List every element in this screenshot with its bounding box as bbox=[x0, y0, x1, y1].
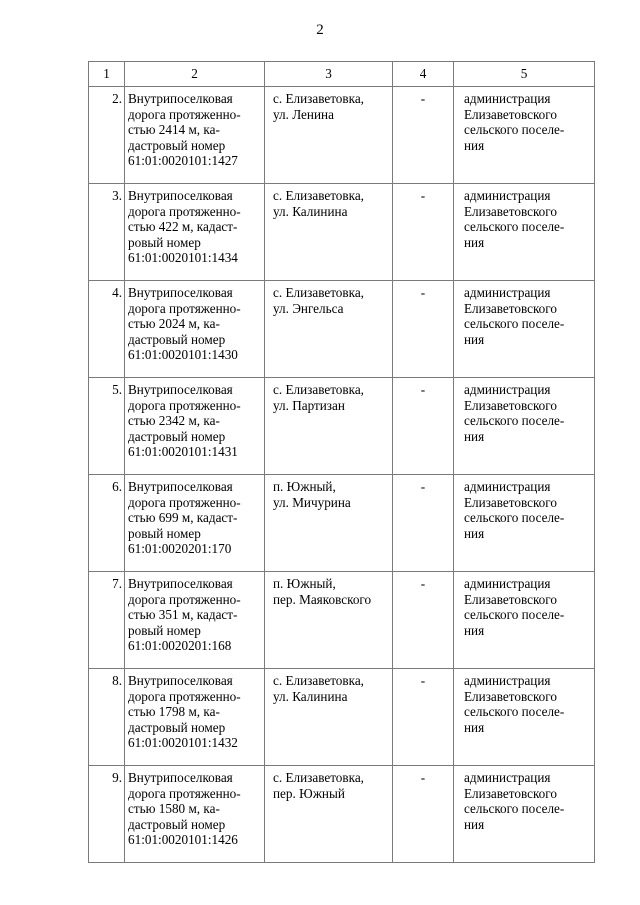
row-number: 3. bbox=[89, 184, 125, 281]
row-number: 6. bbox=[89, 475, 125, 572]
road-address: с. Елизаветовка, ул. Калинина bbox=[265, 669, 393, 766]
table-header-row bbox=[89, 62, 595, 87]
road-register-table bbox=[88, 61, 595, 863]
table-row bbox=[89, 184, 595, 281]
page-number: 2 bbox=[316, 22, 324, 38]
road-address: с. Елизаветовка, ул. Партизан bbox=[265, 378, 393, 475]
road-owner: администрация Елизаветовского сельского поселе- ния bbox=[454, 87, 595, 184]
road-address: с. Елизаветовка, ул. Калинина bbox=[265, 184, 393, 281]
road-owner: администрация Елизаветовского сельского поселе- ния bbox=[454, 184, 595, 281]
road-description: Внутрипоселковая дорога протяженно- стью 2342 м, ка- дастровый номер 61:01:0020101:1431 bbox=[125, 378, 265, 475]
table-row bbox=[89, 87, 595, 184]
column-header-4: 4 bbox=[393, 62, 454, 87]
road-description: Внутрипоселковая дорога протяженно- стью 2024 м, ка- дастровый номер 61:01:0020101:1430 bbox=[125, 281, 265, 378]
table-row bbox=[89, 281, 595, 378]
row-number: 5. bbox=[89, 378, 125, 475]
column-4-value: - bbox=[393, 87, 454, 184]
road-description: Внутрипоселковая дорога протяженно- стью 699 м, кадаст- ровый номер 61:01:0020201:170 bbox=[125, 475, 265, 572]
table-row bbox=[89, 669, 595, 766]
road-description: Внутрипоселковая дорога протяженно- стью 1798 м, ка- дастровый номер 61:01:0020101:1432 bbox=[125, 669, 265, 766]
column-header-1: 1 bbox=[89, 62, 125, 87]
column-header-5: 5 bbox=[454, 62, 595, 87]
row-number: 8. bbox=[89, 669, 125, 766]
road-owner: администрация Елизаветовского сельского поселе- ния bbox=[454, 669, 595, 766]
row-number: 9. bbox=[89, 766, 125, 863]
column-4-value: - bbox=[393, 378, 454, 475]
row-number: 4. bbox=[89, 281, 125, 378]
row-number: 7. bbox=[89, 572, 125, 669]
column-4-value: - bbox=[393, 572, 454, 669]
road-description: Внутрипоселковая дорога протяженно- стью 2414 м, ка- дастровый номер 61:01:0020101:1427 bbox=[125, 87, 265, 184]
table-row bbox=[89, 572, 595, 669]
road-owner: администрация Елизаветовского сельского поселе- ния bbox=[454, 475, 595, 572]
column-4-value: - bbox=[393, 184, 454, 281]
road-description: Внутрипоселковая дорога протяженно- стью 351 м, кадаст- ровый номер 61:01:0020201:168 bbox=[125, 572, 265, 669]
road-owner: администрация Елизаветовского сельского поселе- ния bbox=[454, 281, 595, 378]
road-address: с. Елизаветовка, ул. Энгельса bbox=[265, 281, 393, 378]
column-4-value: - bbox=[393, 766, 454, 863]
road-description: Внутрипоселковая дорога протяженно- стью 1580 м, ка- дастровый номер 61:01:0020101:1426 bbox=[125, 766, 265, 863]
road-address: п. Южный, пер. Маяковского bbox=[265, 572, 393, 669]
road-address: с. Елизаветовка, ул. Ленина bbox=[265, 87, 393, 184]
road-owner: администрация Елизаветовского сельского поселе- ния bbox=[454, 572, 595, 669]
road-owner: администрация Елизаветовского сельского поселе- ния bbox=[454, 378, 595, 475]
column-4-value: - bbox=[393, 281, 454, 378]
road-address: п. Южный, ул. Мичурина bbox=[265, 475, 393, 572]
road-address: с. Елизаветовка, пер. Южный bbox=[265, 766, 393, 863]
table-body bbox=[89, 87, 595, 863]
column-4-value: - bbox=[393, 475, 454, 572]
row-number: 2. bbox=[89, 87, 125, 184]
road-description: Внутрипоселковая дорога протяженно- стью 422 м, кадаст- ровый номер 61:01:0020101:1434 bbox=[125, 184, 265, 281]
column-header-2: 2 bbox=[125, 62, 265, 87]
table-row bbox=[89, 378, 595, 475]
column-4-value: - bbox=[393, 669, 454, 766]
road-owner: администрация Елизаветовского сельского поселе- ния bbox=[454, 766, 595, 863]
table-row bbox=[89, 766, 595, 863]
column-header-3: 3 bbox=[265, 62, 393, 87]
table-row bbox=[89, 475, 595, 572]
